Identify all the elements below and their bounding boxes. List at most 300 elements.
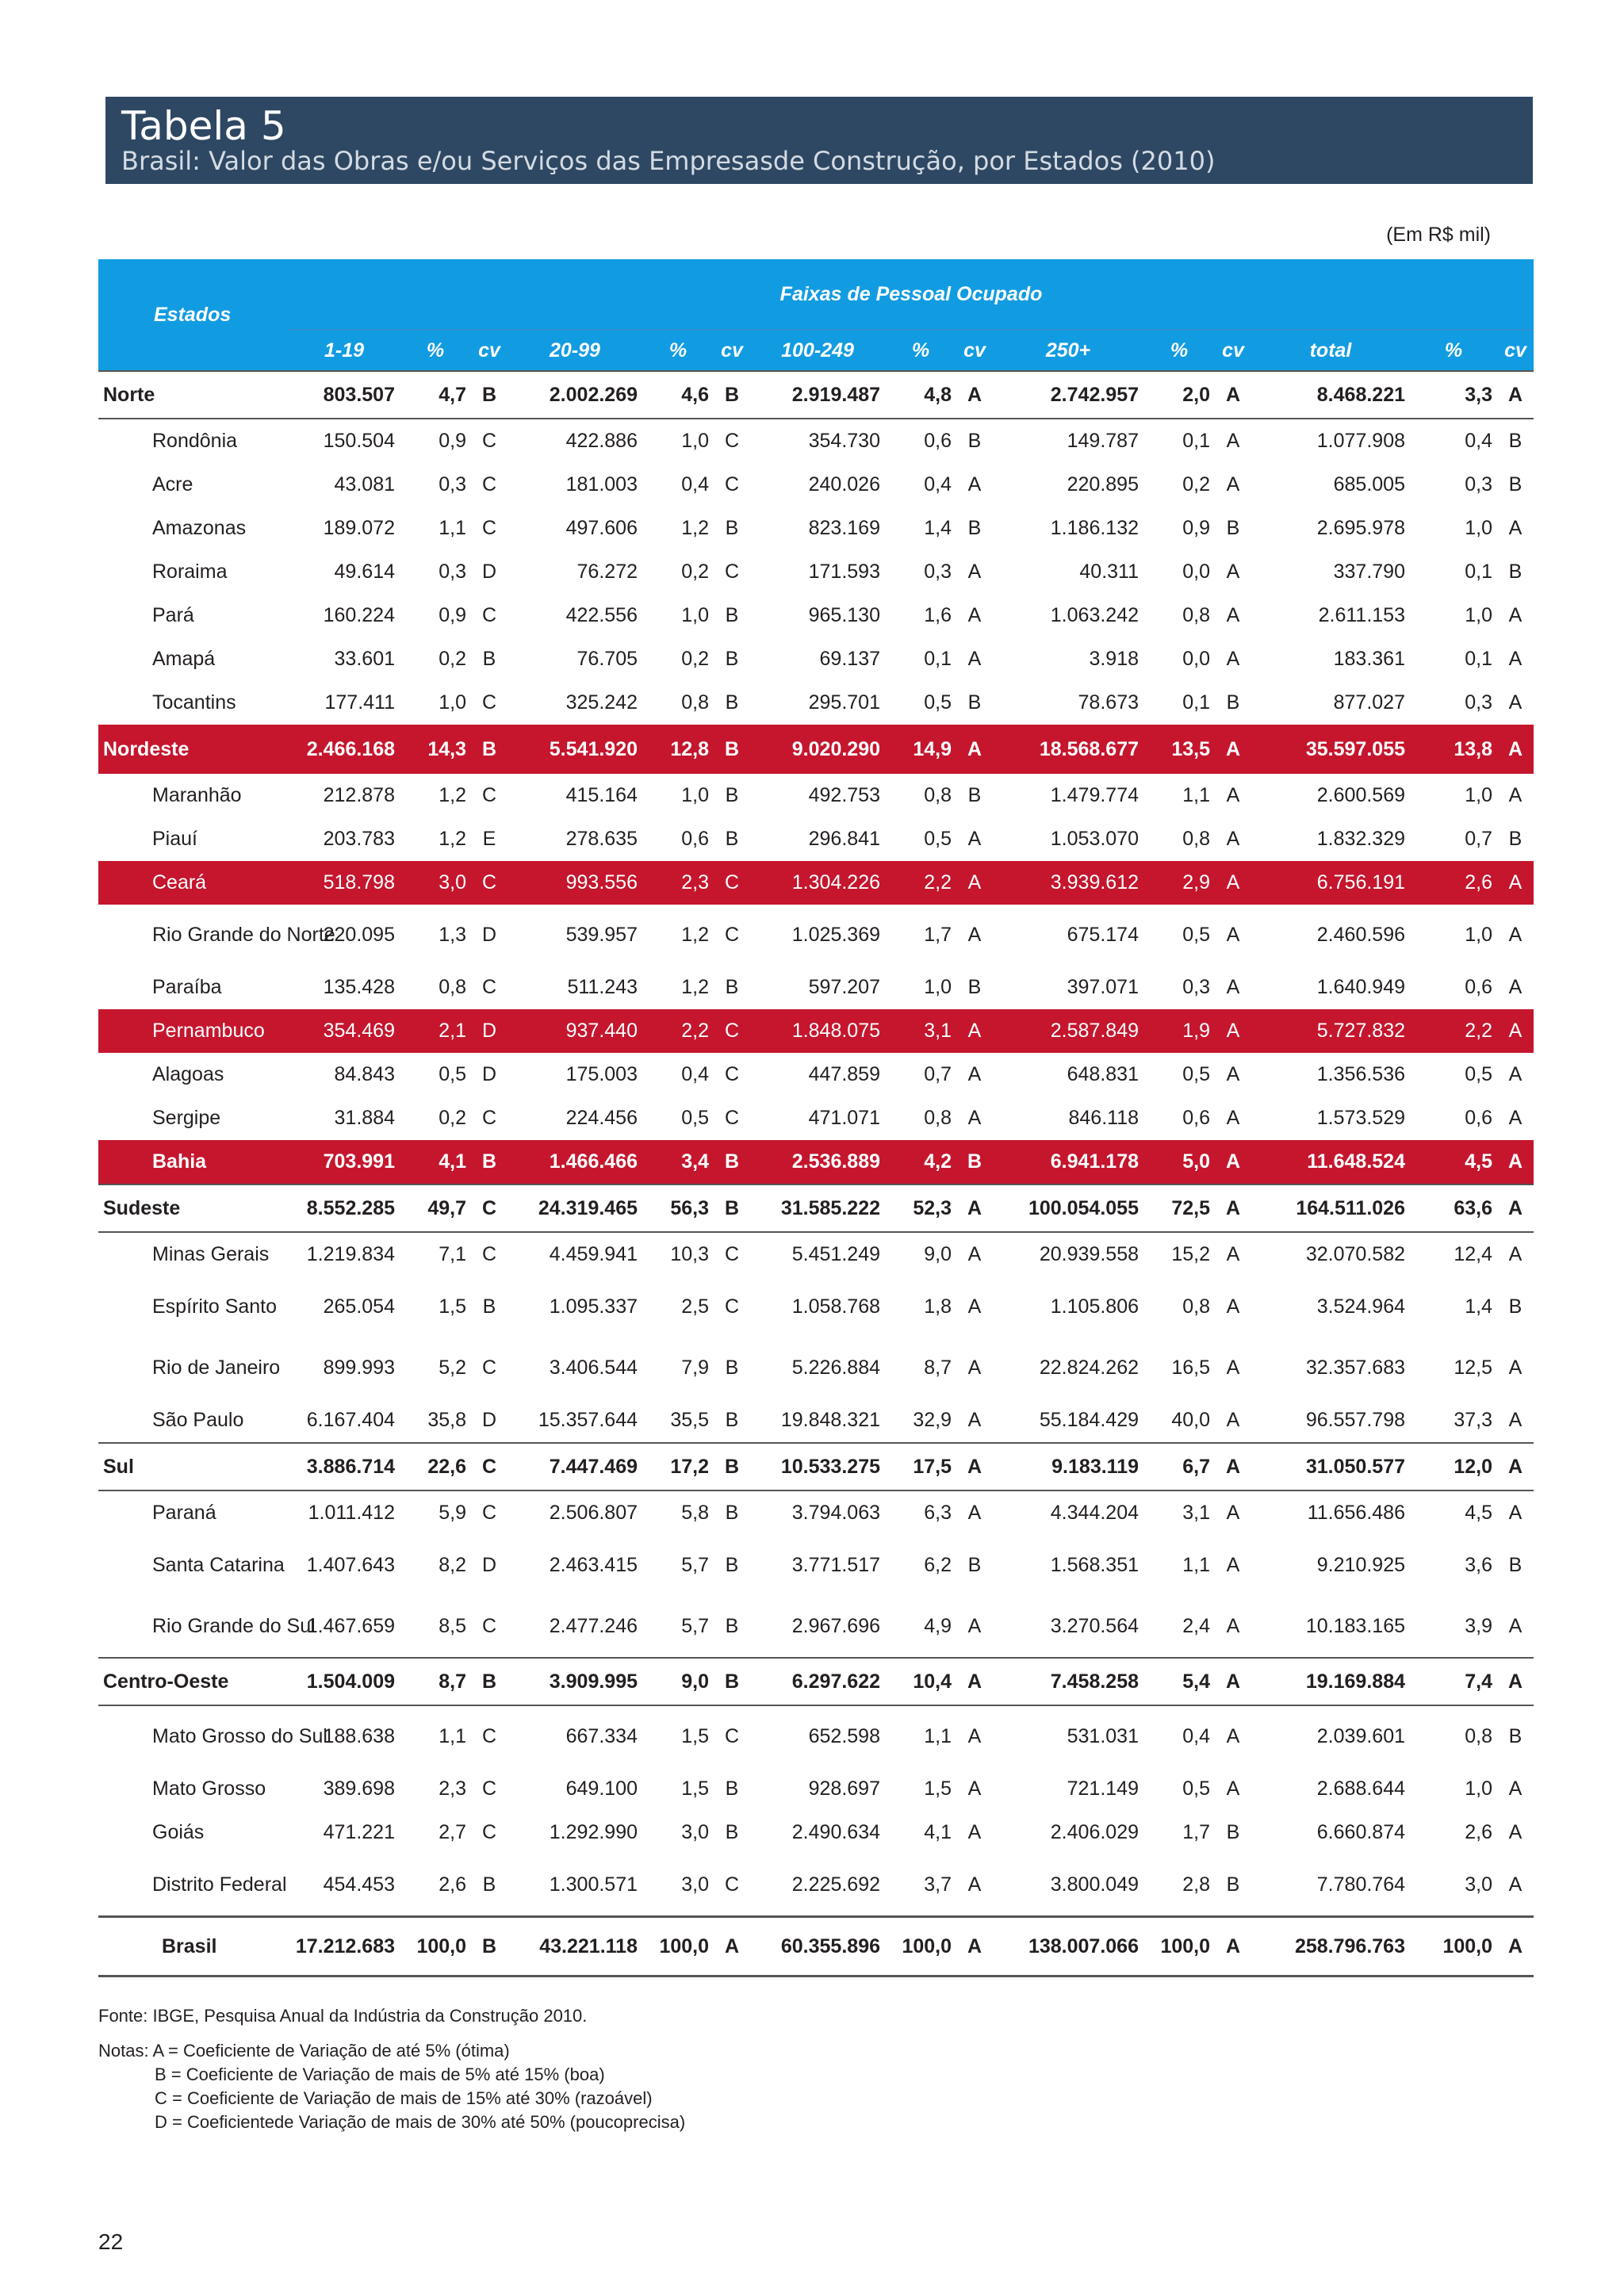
percent-cell: 100,0 — [885, 1917, 956, 1976]
cv-cell: A — [1226, 1615, 1240, 1637]
cv-cell: B — [725, 1821, 739, 1843]
column-header: 100-249 — [750, 330, 885, 371]
cv-cell: D — [481, 561, 497, 583]
value-cell: 1.832.329 — [1316, 828, 1405, 850]
cv-cell: A — [1215, 1917, 1251, 1976]
cv-cell: C — [481, 1502, 497, 1524]
value-cell: 354.469 — [289, 1009, 400, 1053]
percent-cell: 3,0 — [681, 1873, 709, 1896]
cv-cell: D — [481, 1063, 497, 1085]
value-cell: 531.031 — [1067, 1725, 1139, 1747]
percent-cell: 0,2 — [681, 561, 709, 583]
percent-cell: 14,9 — [885, 725, 956, 773]
value-cell: 9.183.119 — [993, 1443, 1143, 1490]
table-row — [98, 681, 1534, 725]
value-cell: 667.334 — [565, 1725, 638, 1747]
value-cell: 1.105.806 — [1050, 1295, 1139, 1318]
cv-cell: B — [1226, 1873, 1240, 1896]
percent-cell: 0,3 — [439, 561, 466, 583]
cv-cell: B — [967, 430, 982, 452]
value-cell: 649.100 — [565, 1777, 638, 1800]
percent-cell: 40,0 — [1171, 1409, 1210, 1431]
percent-cell: 0,8 — [924, 1107, 952, 1129]
percent-cell: 12,5 — [1454, 1357, 1492, 1379]
value-cell: 3.406.544 — [549, 1357, 638, 1379]
column-header: cv — [714, 330, 750, 371]
value-cell: 9.020.290 — [750, 725, 885, 773]
cv-cell: B — [1226, 1821, 1240, 1843]
percent-cell: 4,7 — [400, 371, 471, 419]
cv-cell: B — [725, 517, 739, 539]
percent-cell: 0,3 — [1182, 976, 1210, 998]
percent-cell: 1,0 — [1465, 784, 1492, 806]
row-label: Paraíba — [152, 976, 222, 998]
value-cell: 6.941.178 — [993, 1140, 1143, 1184]
percent-cell: 5,0 — [1143, 1140, 1215, 1184]
table-row — [98, 1096, 1534, 1140]
row-label: Pará — [152, 604, 194, 626]
value-cell: 4.459.941 — [549, 1243, 638, 1265]
value-cell: 265.054 — [323, 1295, 395, 1318]
percent-cell: 0,9 — [439, 430, 466, 452]
unit-label: (Em R$ mil) — [1386, 224, 1491, 246]
column-header: cv — [1215, 330, 1251, 371]
row-label: Ceará — [98, 861, 289, 905]
value-cell: 539.957 — [565, 924, 638, 946]
value-cell: 100.054.055 — [993, 1184, 1143, 1232]
value-cell: 1.479.774 — [1050, 784, 1139, 806]
value-cell: 10.533.275 — [750, 1443, 885, 1490]
value-cell: 422.556 — [565, 604, 638, 626]
cv-cell: B — [725, 1409, 739, 1431]
value-cell: 511.243 — [567, 976, 638, 998]
cv-cell: A — [956, 1917, 993, 1976]
table-row — [98, 637, 1534, 681]
value-cell: 11.656.486 — [1307, 1502, 1405, 1524]
value-cell: 220.895 — [1067, 473, 1139, 496]
table-body — [98, 371, 1534, 1976]
cv-cell: A — [967, 1777, 982, 1800]
cv-cell: B — [725, 648, 739, 670]
percent-cell: 22,6 — [400, 1443, 471, 1490]
percent-cell: 0,4 — [681, 1063, 709, 1085]
cv-cell: A — [967, 473, 982, 496]
value-cell: 43.081 — [334, 473, 395, 496]
header-row-columns — [98, 330, 1534, 371]
cv-cell: A — [1497, 725, 1534, 773]
value-cell: 1.053.070 — [1050, 828, 1139, 850]
row-label: Rio Grande do Norte — [152, 924, 335, 946]
percent-cell: 13,8 — [1410, 725, 1497, 773]
value-cell: 1.504.009 — [289, 1658, 400, 1705]
cv-cell: C — [481, 1107, 497, 1129]
region-row — [98, 1184, 1534, 1232]
cv-cell: B — [471, 1917, 508, 1976]
value-cell: 2.466.168 — [289, 725, 400, 773]
cv-cell: B — [1508, 828, 1522, 850]
percent-cell: 1,5 — [924, 1777, 952, 1800]
percent-cell: 1,1 — [439, 1725, 466, 1747]
cv-cell: A — [1508, 1777, 1522, 1800]
value-cell: 2.002.269 — [508, 371, 642, 419]
cv-cell: A — [1226, 1777, 1240, 1800]
cv-cell: A — [967, 561, 982, 583]
value-cell: 652.598 — [808, 1725, 880, 1747]
percent-cell: 0,6 — [681, 828, 709, 850]
percent-cell: 3,3 — [1410, 371, 1497, 419]
percent-cell: 0,5 — [1182, 1777, 1210, 1800]
cv-cell: A — [1226, 976, 1240, 998]
cv-cell: C — [724, 924, 740, 946]
value-cell: 181.003 — [565, 473, 638, 496]
cv-cell: A — [1497, 1184, 1534, 1232]
cv-cell: A — [967, 1725, 982, 1747]
value-cell: 203.783 — [323, 828, 395, 850]
percent-cell: 1,7 — [1182, 1821, 1210, 1843]
percent-cell: 1,3 — [439, 924, 466, 946]
value-cell: 1.063.242 — [1050, 604, 1139, 626]
cv-cell: A — [714, 1917, 750, 1976]
percent-cell: 3,1 — [885, 1009, 956, 1053]
percent-cell: 9,0 — [924, 1243, 952, 1265]
table-row — [98, 1337, 1534, 1399]
cv-cell: C — [481, 784, 497, 806]
value-cell: 1.467.659 — [306, 1615, 395, 1637]
percent-cell: 3,0 — [1465, 1873, 1492, 1896]
percent-cell: 0,1 — [1465, 561, 1492, 583]
cv-cell: C — [724, 473, 740, 496]
cv-cell: C — [481, 517, 497, 539]
value-cell: 1.300.571 — [549, 1873, 638, 1896]
cv-cell: A — [1508, 648, 1522, 670]
percent-cell: 0,5 — [1182, 1063, 1210, 1085]
cv-cell: B — [725, 691, 739, 714]
value-cell: 8.552.285 — [289, 1184, 400, 1232]
table-row — [98, 817, 1534, 861]
cv-cell: C — [481, 1777, 497, 1800]
value-cell: 1.058.768 — [791, 1295, 880, 1318]
value-cell: 76.272 — [576, 561, 638, 583]
value-cell: 648.831 — [1067, 1063, 1139, 1085]
cv-cell: B — [967, 1554, 982, 1576]
percent-cell: 2,6 — [1410, 861, 1497, 905]
table-row — [98, 1535, 1534, 1596]
cv-cell: A — [967, 1502, 982, 1524]
total-row — [98, 1917, 1534, 1976]
percent-cell: 7,4 — [1410, 1658, 1497, 1705]
cv-cell: B — [471, 1140, 508, 1184]
value-cell: 24.319.465 — [508, 1184, 642, 1232]
cv-cell: B — [1508, 1725, 1522, 1747]
value-cell: 5.451.249 — [791, 1243, 880, 1265]
percent-cell: 0,3 — [924, 561, 952, 583]
percent-cell: 12,8 — [642, 725, 714, 773]
percent-cell: 1,7 — [924, 924, 952, 946]
row-label: Roraima — [152, 561, 228, 583]
cv-cell: A — [1508, 517, 1522, 539]
cv-cell: B — [714, 1443, 750, 1490]
percent-cell: 0,0 — [1182, 561, 1210, 583]
cv-cell: A — [1508, 976, 1522, 998]
percent-cell: 6,2 — [924, 1554, 952, 1576]
value-cell: 675.174 — [1067, 924, 1139, 946]
cv-cell: A — [1226, 784, 1240, 806]
percent-cell: 2,2 — [885, 861, 956, 905]
percent-cell: 0,4 — [681, 473, 709, 496]
cv-cell: C — [481, 976, 497, 998]
cv-cell: B — [725, 828, 739, 850]
value-cell: 8.468.221 — [1251, 371, 1410, 419]
cv-cell: A — [967, 1615, 982, 1637]
cv-cell: B — [714, 1184, 750, 1232]
cv-cell: A — [1215, 1658, 1251, 1705]
value-cell: 3.270.564 — [1050, 1615, 1139, 1637]
cv-cell: A — [1215, 1140, 1251, 1184]
percent-cell: 56,3 — [642, 1184, 714, 1232]
cv-cell: B — [725, 976, 739, 998]
percent-cell: 100,0 — [400, 1917, 471, 1976]
value-cell: 3.939.612 — [993, 861, 1143, 905]
percent-cell: 0,6 — [1182, 1107, 1210, 1129]
cv-cell: C — [724, 1725, 740, 1747]
percent-cell: 4,1 — [400, 1140, 471, 1184]
row-label: Sul — [98, 1443, 289, 1490]
cv-cell: A — [1226, 924, 1240, 946]
percent-cell: 6,3 — [924, 1502, 952, 1524]
value-cell: 150.504 — [323, 430, 395, 452]
table-row — [98, 1811, 1534, 1854]
percent-cell: 2,3 — [642, 861, 714, 905]
percent-cell: 1,0 — [1465, 1777, 1492, 1800]
value-cell: 2.460.596 — [1316, 924, 1405, 946]
value-cell: 6.167.404 — [306, 1409, 395, 1431]
percent-cell: 2,0 — [1143, 371, 1215, 419]
percent-cell: 0,4 — [1182, 1725, 1210, 1747]
cv-cell: A — [1508, 1502, 1522, 1524]
row-label: Alagoas — [152, 1063, 224, 1085]
row-label: Pernambuco — [98, 1009, 289, 1053]
cv-cell: B — [1508, 561, 1522, 583]
value-cell: 3.918 — [1089, 648, 1139, 670]
value-cell: 69.137 — [819, 648, 880, 670]
row-label: Mato Grosso do Sul — [152, 1725, 327, 1747]
value-cell: 76.705 — [576, 648, 638, 670]
percent-cell: 2,4 — [1182, 1615, 1210, 1637]
cv-cell: A — [1226, 1063, 1240, 1085]
value-cell: 188.638 — [323, 1725, 395, 1747]
value-cell: 422.886 — [565, 430, 638, 452]
value-cell: 993.556 — [508, 861, 642, 905]
cv-cell: A — [1215, 1009, 1251, 1053]
value-cell: 84.843 — [334, 1063, 395, 1085]
cv-cell: B — [725, 1615, 739, 1637]
value-cell: 135.428 — [323, 976, 395, 998]
value-cell: 389.698 — [323, 1777, 395, 1800]
cv-cell: B — [967, 976, 982, 998]
cv-cell: B — [482, 1295, 496, 1318]
note-d: D = Coeficientede Variação de mais de 30% até 50% (poucoprecisa) — [155, 2112, 686, 2132]
cv-cell: B — [967, 691, 982, 714]
cv-cell: E — [482, 828, 496, 850]
percent-cell: 3,7 — [924, 1873, 952, 1896]
table-row — [98, 1276, 1534, 1337]
percent-cell: 4,1 — [924, 1821, 952, 1843]
cv-cell: A — [967, 1295, 982, 1318]
value-cell: 295.701 — [808, 691, 880, 714]
faixas-header: Faixas de Pessoal Ocupado — [289, 259, 1534, 330]
percent-cell: 7,9 — [681, 1357, 709, 1379]
cv-cell: A — [1508, 784, 1522, 806]
row-label: Bahia — [98, 1140, 289, 1184]
percent-cell: 1,2 — [681, 976, 709, 998]
value-cell: 177.411 — [324, 691, 395, 714]
value-cell: 31.884 — [334, 1107, 395, 1129]
percent-cell: 0,6 — [1465, 1107, 1492, 1129]
value-cell: 2.742.957 — [993, 371, 1143, 419]
percent-cell: 0,3 — [1465, 473, 1492, 496]
percent-cell: 0,2 — [439, 1107, 466, 1129]
value-cell: 3.909.995 — [508, 1658, 642, 1705]
value-cell: 2.463.415 — [549, 1554, 638, 1576]
cv-cell: B — [1508, 473, 1522, 496]
cv-cell: A — [956, 1658, 993, 1705]
cv-cell: A — [967, 1821, 982, 1843]
cv-cell: A — [967, 1063, 982, 1085]
value-cell: 278.635 — [565, 828, 638, 850]
value-cell: 19.848.321 — [780, 1409, 880, 1431]
value-cell: 2.506.807 — [549, 1502, 638, 1524]
value-cell: 1.095.337 — [549, 1295, 638, 1318]
percent-cell: 0,5 — [924, 691, 952, 714]
percent-cell: 49,7 — [400, 1184, 471, 1232]
value-cell: 60.355.896 — [750, 1917, 885, 1976]
value-cell: 33.601 — [334, 648, 395, 670]
value-cell: 183.361 — [1333, 648, 1405, 670]
value-cell: 597.207 — [808, 976, 880, 998]
percent-cell: 1,0 — [1465, 604, 1492, 626]
column-header: % — [1143, 330, 1215, 371]
cv-cell: C — [481, 604, 497, 626]
percent-cell: 1,0 — [681, 604, 709, 626]
table-row — [98, 1053, 1534, 1096]
cv-cell: A — [1508, 691, 1522, 714]
percent-cell: 4,9 — [924, 1615, 952, 1637]
value-cell: 2.611.153 — [1318, 604, 1405, 626]
percent-cell: 35,5 — [670, 1409, 709, 1431]
percent-cell: 1,2 — [681, 924, 709, 946]
cv-cell: A — [1226, 1554, 1240, 1576]
column-header: total — [1251, 330, 1410, 371]
cv-cell: C — [471, 1184, 508, 1232]
cv-cell: B — [1508, 1554, 1522, 1576]
cv-cell: B — [725, 1554, 739, 1576]
row-label: Norte — [98, 371, 289, 419]
percent-cell: 7,1 — [439, 1243, 466, 1265]
cv-cell: A — [967, 828, 982, 850]
cv-cell: B — [725, 1357, 739, 1379]
value-cell: 7.447.469 — [508, 1443, 642, 1490]
cv-cell: C — [714, 861, 750, 905]
percent-cell: 1,0 — [439, 691, 466, 714]
cv-cell: A — [1508, 1063, 1522, 1085]
header-row-groups — [98, 259, 1534, 330]
cv-cell: B — [1508, 1295, 1522, 1318]
cv-cell: C — [481, 473, 497, 496]
percent-cell: 5,7 — [681, 1554, 709, 1576]
percent-cell: 1,6 — [924, 604, 952, 626]
percent-cell: 1,0 — [924, 976, 952, 998]
cv-cell: B — [1508, 430, 1522, 452]
cv-cell: B — [967, 517, 982, 539]
row-label: Nordeste — [98, 725, 289, 773]
table-title: Tabela 5 — [121, 103, 286, 149]
percent-cell: 1,4 — [924, 517, 952, 539]
value-cell: 6.660.874 — [1316, 1821, 1405, 1843]
value-cell: 846.118 — [1068, 1107, 1139, 1129]
percent-cell: 1,0 — [1465, 924, 1492, 946]
percent-cell: 0,3 — [1465, 691, 1492, 714]
cv-cell: A — [1226, 430, 1240, 452]
cv-cell: A — [1508, 1873, 1522, 1896]
cv-cell: C — [724, 1243, 740, 1265]
value-cell: 3.794.063 — [791, 1502, 880, 1524]
cv-cell: A — [1226, 648, 1240, 670]
cv-cell: A — [1226, 1502, 1240, 1524]
percent-cell: 1,5 — [681, 1777, 709, 1800]
percent-cell: 1,1 — [924, 1725, 952, 1747]
percent-cell: 3,0 — [681, 1821, 709, 1843]
value-cell: 803.507 — [289, 371, 400, 419]
note-a: Notas: A = Coeficiente de Variação de até 5% (ótima) — [98, 2041, 510, 2061]
percent-cell: 2,7 — [439, 1821, 466, 1843]
percent-cell: 8,7 — [924, 1357, 952, 1379]
value-cell: 1.568.351 — [1050, 1554, 1139, 1576]
cv-cell: A — [967, 1409, 982, 1431]
cv-cell: A — [1226, 1357, 1240, 1379]
value-cell: 3.886.714 — [289, 1443, 400, 1490]
region-row — [98, 1443, 1534, 1490]
value-cell: 22.824.262 — [1039, 1357, 1139, 1379]
value-cell: 877.027 — [1333, 691, 1405, 714]
percent-cell: 3,1 — [1182, 1502, 1210, 1524]
cv-cell: A — [956, 371, 993, 419]
value-cell: 2.587.849 — [993, 1009, 1143, 1053]
table-row — [98, 773, 1534, 817]
percent-cell: 3,6 — [1465, 1554, 1492, 1576]
table-row — [98, 463, 1534, 507]
cv-cell: A — [1497, 1009, 1534, 1053]
value-cell: 2.688.644 — [1316, 1777, 1405, 1800]
cv-cell: A — [1226, 1295, 1240, 1318]
value-cell: 397.071 — [1067, 976, 1139, 998]
row-label: Rio Grande do Sul — [152, 1615, 316, 1637]
cv-cell: B — [1226, 517, 1240, 539]
cv-cell: B — [482, 648, 496, 670]
note-c: C = Coeficiente de Variação de mais de 15% até 30% (razoável) — [155, 2088, 653, 2108]
percent-cell: 0,8 — [1182, 604, 1210, 626]
value-cell: 149.787 — [1067, 430, 1139, 452]
column-header: % — [400, 330, 471, 371]
cv-cell: C — [481, 1615, 497, 1637]
percent-cell: 1,1 — [1182, 784, 1210, 806]
percent-cell: 0,7 — [924, 1063, 952, 1085]
value-cell: 497.606 — [565, 517, 638, 539]
cv-cell: A — [1226, 473, 1240, 496]
percent-cell: 0,1 — [1465, 648, 1492, 670]
column-header: 1-19 — [289, 330, 400, 371]
percent-cell: 2,9 — [1143, 861, 1215, 905]
title-banner — [105, 97, 1533, 184]
